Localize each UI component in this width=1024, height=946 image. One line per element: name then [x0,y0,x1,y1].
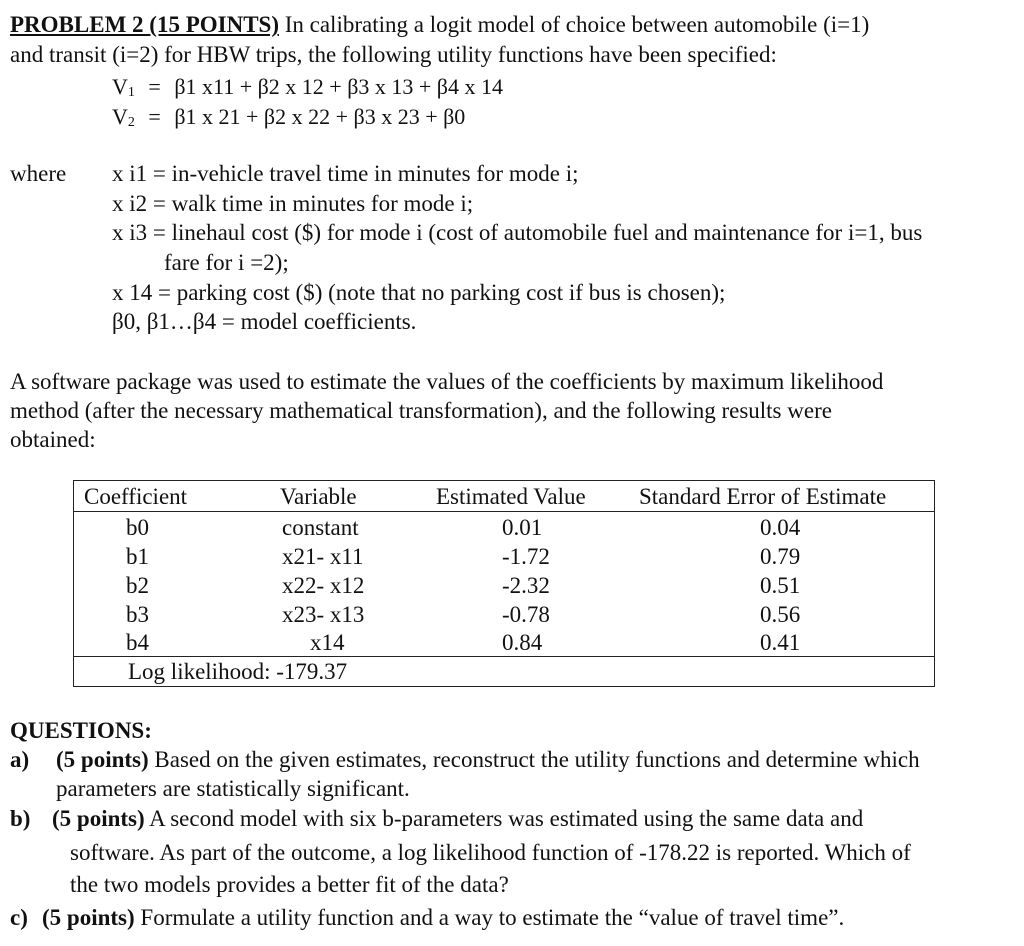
paragraph-line2: method (after the necessary mathematical transformation), and the following results were [10,398,832,423]
table-row-estimate: -2.32 [502,573,550,598]
definition-x-i2: x i2 = walk time in minutes for mode i; [112,191,474,216]
definition-x-14: x 14 = parking cost ($) (note that no parking cost if bus is chosen); [112,280,726,305]
table-row-coef: b4 [126,630,149,655]
problem-heading-line1 [10,10,869,40]
v2-rhs: β1 x 21 + β2 x 22 + β3 x 23 + β0 [174,104,466,129]
table-row-std-error: 0.79 [760,544,801,569]
question-c-text: Formulate a utility function and a way to estimate the “value of travel time”. [134,905,845,930]
question-a-text: Based on the given estimates, reconstruct the utility functions and determine which [148,747,920,772]
table-row-variable: x14 [310,630,345,655]
header-divider [74,511,934,512]
header-variable: Variable [280,484,357,509]
problem-intro-text: In calibrating a logit model of choice between automobile (i=1) [278,12,870,37]
table-row-std-error: 0.51 [760,573,801,598]
v2-equals: = [148,104,161,129]
table-row-std-error: 0.04 [760,515,801,540]
table-row-estimate: -1.72 [502,544,550,569]
v1-rhs: β1 x11 + β2 x 12 + β3 x 13 + β4 x 14 [174,74,503,99]
table-row-coef: b1 [126,544,149,569]
question-b-line1 [10,804,863,834]
questions-heading: QUESTIONS: [10,718,152,743]
question-b-points: (5 points) [52,806,145,831]
problem-heading-line2: and transit (i=2) for HBW trips, the following utility functions have been specified: [10,42,777,67]
question-b-label: b) [10,806,31,831]
header-standard-error: Standard Error of Estimate [639,484,887,509]
question-b-line3: the two models provides a better fit of the data? [70,872,509,897]
table-row-std-error: 0.56 [760,602,801,627]
question-a-points: (5 points) [56,747,149,772]
v1-lhs-subscript: 1 [127,85,135,100]
where-label: where [10,161,67,186]
v2-lhs-subscript: 2 [127,115,135,130]
equation-v2 [112,102,465,138]
question-a-label: a) [10,747,30,772]
table-row-coef: b2 [126,573,149,598]
question-a-line2: parameters are statistically significant. [56,776,410,801]
definition-x-i3-cont: fare for i =2); [164,250,289,275]
table-row-variable: x23- x13 [282,602,365,627]
table-row-estimate: -0.78 [502,602,550,627]
question-c-label: c) [10,905,28,930]
header-coefficient: Coefficient [84,484,188,509]
table-row-variable: constant [282,515,359,540]
header-estimated-value: Estimated Value [436,484,586,509]
v1-lhs: V [112,74,128,99]
log-likelihood-footer: Log likelihood: -179.37 [128,659,348,684]
paragraph-line3: obtained: [10,427,96,452]
table-row-estimate: 0.01 [502,515,543,540]
question-b-line2: software. As part of the outcome, a log likelihood function of -178.22 is reported. Which of [70,840,911,865]
table-row-variable: x22- x12 [282,573,365,598]
definition-x-i1: x i1 = in-vehicle travel time in minutes for mode i; [112,161,579,186]
v1-equals: = [148,74,161,99]
problem-title: PROBLEM 2 (15 POINTS) [10,12,279,37]
definition-coefficients: β0, β1…β4 = model coefficients. [112,309,417,334]
question-a-line1 [10,745,920,775]
paragraph-line1: A software package was used to estimate the values of the coefficients by maximum likelihood [10,369,884,394]
table-row-std-error: 0.41 [760,630,801,655]
table-row-coef: b0 [126,515,149,540]
table-row-estimate: 0.84 [502,630,543,655]
question-c-line1 [10,903,844,933]
question-c-points: (5 points) [42,905,135,930]
v2-lhs: V [112,104,128,129]
table-row-coef: b3 [126,602,149,627]
definition-x-i3: x i3 = linehaul cost ($) for mode i (cost of automobile fuel and maintenance for i=1, bus [112,220,923,245]
coefficient-table [73,480,935,687]
table-row-variable: x21- x11 [282,544,364,569]
question-b-text: A second model with six b-parameters was estimated using the same data and [144,806,864,831]
